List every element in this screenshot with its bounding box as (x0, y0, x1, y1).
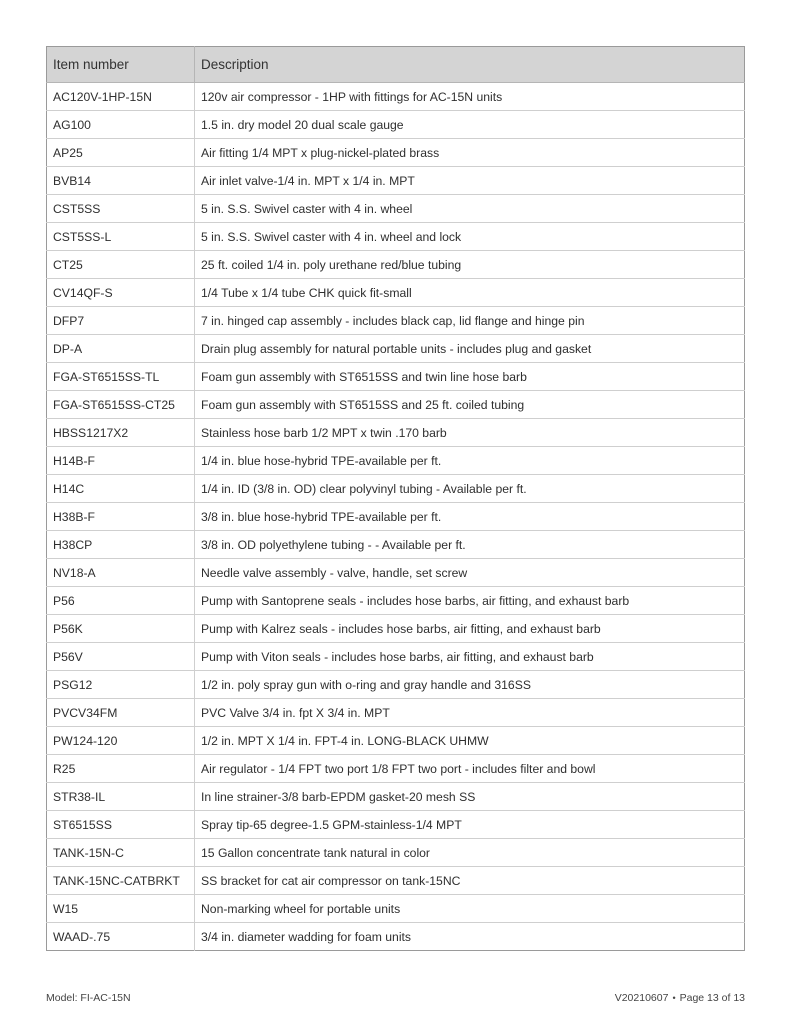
table-row (47, 195, 745, 223)
item-number-cell: H14C (47, 475, 195, 503)
description-cell: 7 in. hinged cap assembly - includes black cap, lid flange and hinge pin (195, 307, 745, 335)
description-cell: PVC Valve 3/4 in. fpt X 3/4 in. MPT (195, 699, 745, 727)
item-number-cell: TANK-15NC-CATBRKT (47, 867, 195, 895)
item-number-cell: ST6515SS (47, 811, 195, 839)
description-cell: 3/4 in. diameter wadding for foam units (201, 929, 412, 944)
description-cell: In line strainer-3/8 barb-EPDM gasket-20 mesh SS (195, 783, 745, 811)
item-number-cell: AC120V-1HP-15N (47, 83, 195, 111)
description-cell: Foam gun assembly with ST6515SS and 25 ft. coiled tubing (195, 391, 745, 419)
table-row (47, 811, 745, 839)
item-number-cell: TANK-15N-C (47, 839, 195, 867)
item-number-cell: CST5SS (47, 195, 195, 223)
table-row (47, 475, 745, 503)
description-cell: Pump with Santoprene seals - includes hose barbs, air fitting, and exhaust barb (195, 587, 745, 615)
item-number-cell: P56K (47, 615, 195, 643)
item-number-cell: PW124-120 (47, 727, 195, 755)
item-number-cell: H14B-F (47, 447, 195, 475)
item-number-cell: FGA-ST6515SS-TL (47, 363, 195, 391)
item-number-cell: W15 (47, 895, 195, 923)
description-cell: 3/8 in. OD polyethylene tubing - - Available per ft. (195, 531, 745, 559)
description-cell: Non-marking wheel for portable units (195, 895, 745, 923)
description-cell: 1/4 Tube x 1/4 tube CHK quick fit-small (195, 279, 745, 307)
item-number-cell: CV14QF-S (47, 279, 195, 307)
table-row (47, 307, 745, 335)
description-cell: 5 in. S.S. Swivel caster with 4 in. wheel and lock (195, 223, 745, 251)
item-number-cell: CT25 (47, 251, 195, 279)
description-cell: 15 Gallon concentrate tank natural in color (195, 839, 745, 867)
table-row (47, 363, 745, 391)
footer-model: Model: FI-AC-15N (46, 992, 131, 1004)
table-row (47, 755, 745, 783)
table-row (47, 335, 745, 363)
column-header-item-number: Item number (47, 47, 195, 83)
table-row (47, 111, 745, 139)
description-cell: Spray tip-65 degree-1.5 GPM-stainless-1/4 MPT (195, 811, 745, 839)
item-number-cell: CST5SS-L (47, 223, 195, 251)
description-cell: Air regulator - 1/4 FPT two port 1/8 FPT two port - includes filter and bowl (195, 755, 745, 783)
item-number-cell: PVCV34FM (47, 699, 195, 727)
footer-page-number: Page 13 of 13 (679, 992, 745, 1004)
description-cell: 1/2 in. MPT X 1/4 in. FPT-4 in. LONG-BLACK UHMW (195, 727, 745, 755)
description-cell: 120v air compressor - 1HP with fittings for AC-15N units (195, 83, 745, 111)
description-cell: 1/2 in. poly spray gun with o-ring and gray handle and 316SS (195, 671, 745, 699)
description-cell: 1/4 in. ID (3/8 in. OD) clear polyvinyl tubing - Available per ft. (195, 475, 745, 503)
item-number-cell: DP-A (47, 335, 195, 363)
table-body (47, 83, 745, 951)
table-row (47, 83, 745, 111)
table-row (47, 615, 745, 643)
description-cell: 25 ft. coiled 1/4 in. poly urethane red/blue tubing (195, 251, 745, 279)
table-row (47, 867, 745, 895)
item-number-cell: P56V (47, 643, 195, 671)
item-number-cell: WAAD-.75 (47, 923, 195, 951)
item-number-cell: STR38-IL (47, 783, 195, 811)
table-row (47, 447, 745, 475)
table-row (47, 699, 745, 727)
description-cell: Pump with Viton seals - includes hose barbs, air fitting, and exhaust barb (195, 643, 745, 671)
table-row (47, 923, 745, 951)
item-number-cell: P56 (47, 587, 195, 615)
item-number-cell: HBSS1217X2 (47, 419, 195, 447)
table-row (47, 139, 745, 167)
description-cell: Air fitting 1/4 MPT x plug-nickel-plated brass (195, 139, 745, 167)
description-cell: Needle valve assembly - valve, handle, set screw (195, 559, 745, 587)
item-number-cell: AG100 (47, 111, 195, 139)
parts-table (46, 46, 745, 951)
table-row (47, 419, 745, 447)
table-row (47, 391, 745, 419)
footer-bullet: • (672, 993, 676, 1003)
description-cell: Stainless hose barb 1/2 MPT x twin .170 barb (195, 419, 745, 447)
item-number-cell: PSG12 (47, 671, 195, 699)
item-number-cell: FGA-ST6515SS-CT25 (47, 391, 195, 419)
table-row (47, 727, 745, 755)
table-row (47, 895, 745, 923)
description-cell: SS bracket for cat air compressor on tank-15NC (195, 867, 745, 895)
description-cell: Foam gun assembly with ST6515SS and twin line hose barb (195, 363, 745, 391)
table-row (47, 531, 745, 559)
table-row (47, 587, 745, 615)
table-row (47, 783, 745, 811)
table-row (47, 251, 745, 279)
table-row (47, 503, 745, 531)
table-row (47, 559, 745, 587)
column-header-description: Description (195, 47, 745, 83)
description-cell: 1/4 in. blue hose-hybrid TPE-available per ft. (195, 447, 745, 475)
item-number-cell: BVB14 (47, 167, 195, 195)
table-row (47, 167, 745, 195)
table-row (47, 279, 745, 307)
description-cell: 1.5 in. dry model 20 dual scale gauge (195, 111, 745, 139)
item-number-cell: H38B-F (47, 503, 195, 531)
item-number-cell: R25 (47, 755, 195, 783)
item-number-cell: NV18-A (47, 559, 195, 587)
description-cell: Air inlet valve-1/4 in. MPT x 1/4 in. MPT (195, 167, 745, 195)
table-row (47, 643, 745, 671)
footer-page-info (615, 992, 745, 1004)
description-cell: Pump with Kalrez seals - includes hose barbs, air fitting, and exhaust barb (195, 615, 745, 643)
description-cell: Drain plug assembly for natural portable units - includes plug and gasket (195, 335, 745, 363)
description-cell: 5 in. S.S. Swivel caster with 4 in. wheel (195, 195, 745, 223)
item-number-cell: DFP7 (47, 307, 195, 335)
description-cell: 3/8 in. blue hose-hybrid TPE-available per ft. (195, 503, 745, 531)
footer-version: V20210607 (614, 992, 669, 1004)
table-row (47, 839, 745, 867)
table-header-row (47, 47, 745, 83)
table-row (47, 671, 745, 699)
item-number-cell: H38CP (47, 531, 195, 559)
item-number-cell: AP25 (47, 139, 195, 167)
table-row (47, 223, 745, 251)
